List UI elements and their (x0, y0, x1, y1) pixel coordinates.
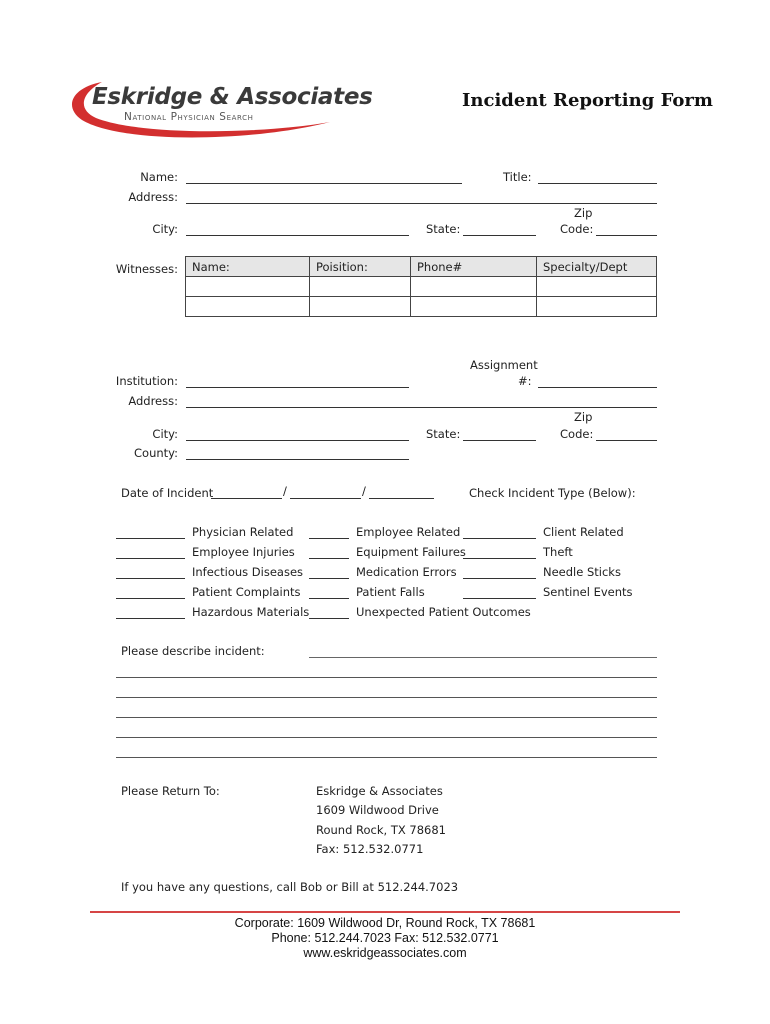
title-field[interactable] (538, 183, 657, 184)
county-label: County: (134, 446, 178, 460)
institution-label: Institution: (115, 374, 178, 388)
incident-type-label: Physician Related (192, 525, 294, 539)
table-header-row (186, 257, 657, 277)
table-cell[interactable] (310, 297, 411, 317)
checkbox-line[interactable] (116, 538, 185, 539)
return-address-line: 1609 Wildwood Drive (316, 803, 439, 817)
witnesses-table (185, 256, 657, 317)
address-field[interactable] (186, 203, 657, 204)
checkbox-line[interactable] (309, 618, 349, 619)
return-label: Please Return To: (121, 784, 220, 798)
checkbox-line[interactable] (463, 598, 536, 599)
checkbox-line[interactable] (463, 578, 536, 579)
table-cell[interactable] (186, 297, 310, 317)
checkbox-line[interactable] (116, 558, 185, 559)
county-field[interactable] (186, 459, 409, 460)
table-cell[interactable] (411, 277, 537, 297)
institution-field[interactable] (186, 387, 409, 388)
incident-type-label: Patient Falls (356, 585, 425, 599)
city-field[interactable] (186, 235, 409, 236)
logo-tagline: National Physician Search (124, 111, 254, 123)
institution-zip-label: Zip (574, 410, 593, 424)
checkbox-line[interactable] (309, 578, 349, 579)
checkbox-line[interactable] (309, 598, 349, 599)
questions-note: If you have any questions, call Bob or Bill at 512.244.7023 (121, 880, 459, 894)
date-month-field[interactable] (211, 498, 282, 499)
date-year-field[interactable] (369, 498, 434, 499)
table-cell[interactable] (537, 297, 657, 317)
city-label: City: (152, 222, 178, 236)
incident-type-label: Medication Errors (356, 565, 457, 579)
institution-city-field[interactable] (186, 440, 409, 441)
incident-type-label: Theft (543, 545, 573, 559)
return-fax: Fax: 512.532.0771 (316, 842, 424, 856)
incident-type-label: Employee Injuries (192, 545, 295, 559)
col-specialty: Specialty/Dept (537, 257, 657, 277)
table-cell[interactable] (186, 277, 310, 297)
logo-wordmark: Eskridge & Associates (92, 84, 373, 110)
footer-phone: Phone: 512.244.7023 Fax: 512.532.0771 (271, 931, 499, 945)
zip-code-label: Code: (560, 222, 594, 236)
incident-type-label: Patient Complaints (192, 585, 301, 599)
incident-type-label: Hazardous Materials (192, 605, 310, 619)
table-cell[interactable] (411, 297, 537, 317)
checkbox-line[interactable] (116, 618, 185, 619)
describe-line[interactable] (116, 677, 657, 678)
check-incident-type-label: Check Incident Type (Below): (469, 486, 636, 500)
table-row (186, 277, 657, 297)
table-cell[interactable] (310, 277, 411, 297)
describe-line[interactable] (116, 697, 657, 698)
incident-type-label: Unexpected Patient Outcomes (356, 605, 531, 619)
return-address-line: Round Rock, TX 78681 (316, 823, 446, 837)
checkbox-line[interactable] (463, 538, 536, 539)
checkbox-line[interactable] (116, 578, 185, 579)
assignment-number-label: #: (518, 374, 532, 388)
incident-type-label: Sentinel Events (543, 585, 633, 599)
footer-website[interactable]: www.eskridgeassociates.com (303, 946, 467, 960)
institution-address-label: Address: (128, 394, 178, 408)
checkbox-line[interactable] (116, 598, 185, 599)
describe-line[interactable] (309, 657, 657, 658)
date-separator: / (362, 484, 366, 498)
date-separator: / (283, 484, 287, 498)
address-label: Address: (128, 190, 178, 204)
checkbox-line[interactable] (463, 558, 536, 559)
col-phone: Phone# (411, 257, 537, 277)
zip-field[interactable] (596, 235, 657, 236)
describe-line[interactable] (116, 737, 657, 738)
footer-corporate: Corporate: 1609 Wildwood Dr, Round Rock, TX 78681 (234, 916, 536, 930)
incident-type-label: Needle Sticks (543, 565, 621, 579)
incident-type-label: Employee Related (356, 525, 461, 539)
name-label: Name: (140, 170, 178, 184)
zip-label: Zip (574, 206, 593, 220)
state-field[interactable] (463, 235, 536, 236)
incident-type-label: Client Related (543, 525, 624, 539)
state-label: State: (426, 222, 461, 236)
describe-label: Please describe incident: (121, 644, 265, 658)
checkbox-line[interactable] (309, 538, 349, 539)
col-name: Name: (186, 257, 310, 277)
witnesses-label: Witnesses: (115, 262, 178, 276)
checkbox-line[interactable] (309, 558, 349, 559)
institution-city-label: City: (152, 427, 178, 441)
date-day-field[interactable] (290, 498, 361, 499)
institution-state-field[interactable] (463, 440, 536, 441)
describe-line[interactable] (116, 717, 657, 718)
incident-type-label: Infectious Diseases (192, 565, 304, 579)
footer-divider (90, 911, 680, 913)
date-label: Date of Incident (121, 486, 214, 500)
institution-zip-field[interactable] (596, 440, 657, 441)
institution-address-field[interactable] (186, 407, 657, 408)
name-field[interactable] (186, 183, 462, 184)
incident-type-label: Equipment Failures (356, 545, 466, 559)
title-label: Title: (503, 170, 532, 184)
assignment-label: Assignment (470, 358, 538, 372)
form-title: Incident Reporting Form (462, 90, 713, 111)
describe-line[interactable] (116, 757, 657, 758)
table-row (186, 297, 657, 317)
table-cell[interactable] (537, 277, 657, 297)
institution-state-label: State: (426, 427, 461, 441)
return-address-line: Eskridge & Associates (316, 784, 443, 798)
assignment-field[interactable] (538, 387, 657, 388)
institution-zip-code-label: Code: (560, 427, 594, 441)
col-position: Poisition: (310, 257, 411, 277)
